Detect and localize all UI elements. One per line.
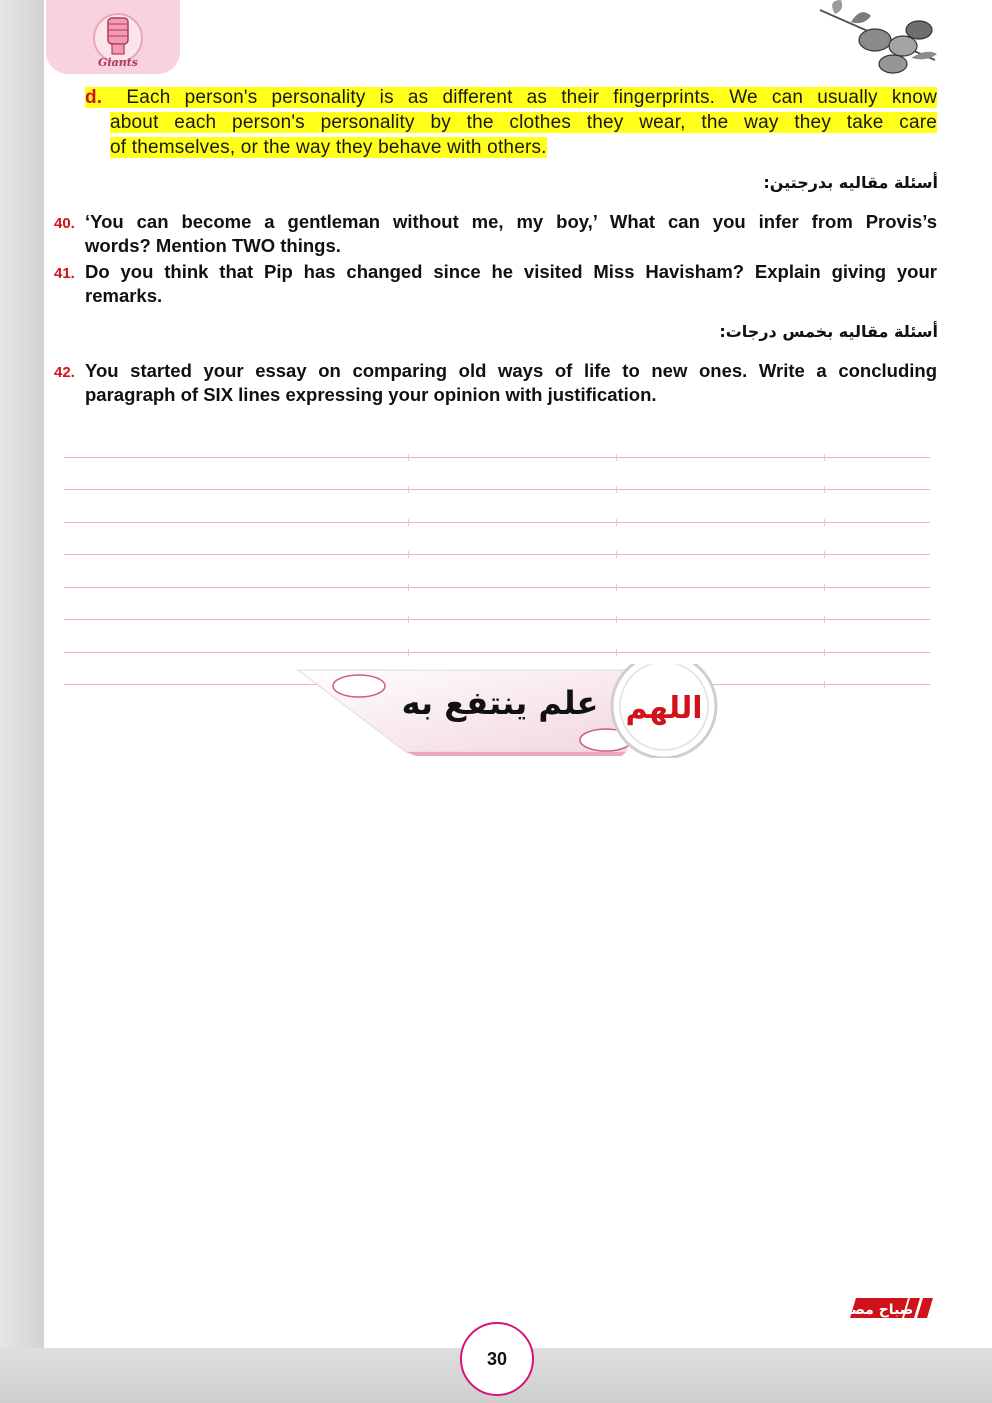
- item-d-line-1: [85, 85, 937, 110]
- question-text-line-2: words? Mention TWO things.: [85, 235, 341, 256]
- item-d-text-3: of themselves, or the way they behave with others.: [110, 137, 547, 158]
- question-text-line-1: You started your essay on comparing old ways of life to new ones. Write a concluding: [85, 360, 937, 381]
- banner-phrase: علم ينتفع به: [401, 684, 599, 722]
- writing-line[interactable]: [64, 458, 930, 491]
- section-heading-two-marks: أسئلة مقاليه بدرجتين:: [763, 173, 938, 192]
- writing-line[interactable]: [64, 490, 930, 523]
- dua-banner: [296, 664, 726, 758]
- item-d-text-2: about each person's personality by the clothes they wear, the way they take care: [110, 112, 937, 133]
- question-40: [54, 210, 937, 258]
- page-number: 30: [460, 1322, 534, 1396]
- banner-word-red: اللهم: [625, 691, 703, 726]
- brand-name: صباح مصر: [842, 1302, 914, 1318]
- fist-logo-icon: [46, 0, 180, 74]
- question-number: 41.: [54, 265, 75, 282]
- item-d-text-1: Each person's personality is as different as their fingerprints. We can usually know: [126, 87, 937, 108]
- question-number: 42.: [54, 364, 75, 381]
- giants-logo: [46, 0, 180, 74]
- question-text-line-1: Do you think that Pip has changed since he visited Miss Havisham? Explain giving your: [85, 261, 937, 282]
- writing-line[interactable]: [64, 588, 930, 621]
- answer-writing-lines[interactable]: [64, 425, 930, 685]
- logo-text: Giants: [98, 56, 138, 69]
- left-side-bar: [0, 0, 44, 1403]
- writing-line[interactable]: [64, 425, 930, 458]
- section-heading-five-marks: أسئلة مقاليه بخمس درجات:: [719, 322, 938, 341]
- writing-line[interactable]: [64, 620, 930, 653]
- item-d-line-3: [85, 135, 937, 160]
- question-text-line-2: paragraph of SIX lines expressing your opinion with justification.: [85, 384, 657, 405]
- question-41: [54, 260, 937, 308]
- olive-branch-icon: [815, 0, 940, 80]
- item-d-line-2: [85, 110, 937, 135]
- question-text-line-1: ‘You can become a gentleman without me, my boy,’ What can you infer from Provis’s: [85, 211, 937, 232]
- writing-line[interactable]: [64, 555, 930, 588]
- item-d-label: d.: [85, 87, 103, 108]
- question-42: [54, 359, 937, 407]
- brand-logo: [780, 1292, 940, 1324]
- item-d-paragraph: [85, 85, 937, 160]
- question-number: 40.: [54, 215, 75, 232]
- writing-line[interactable]: [64, 523, 930, 556]
- question-text-line-2: remarks.: [85, 285, 163, 306]
